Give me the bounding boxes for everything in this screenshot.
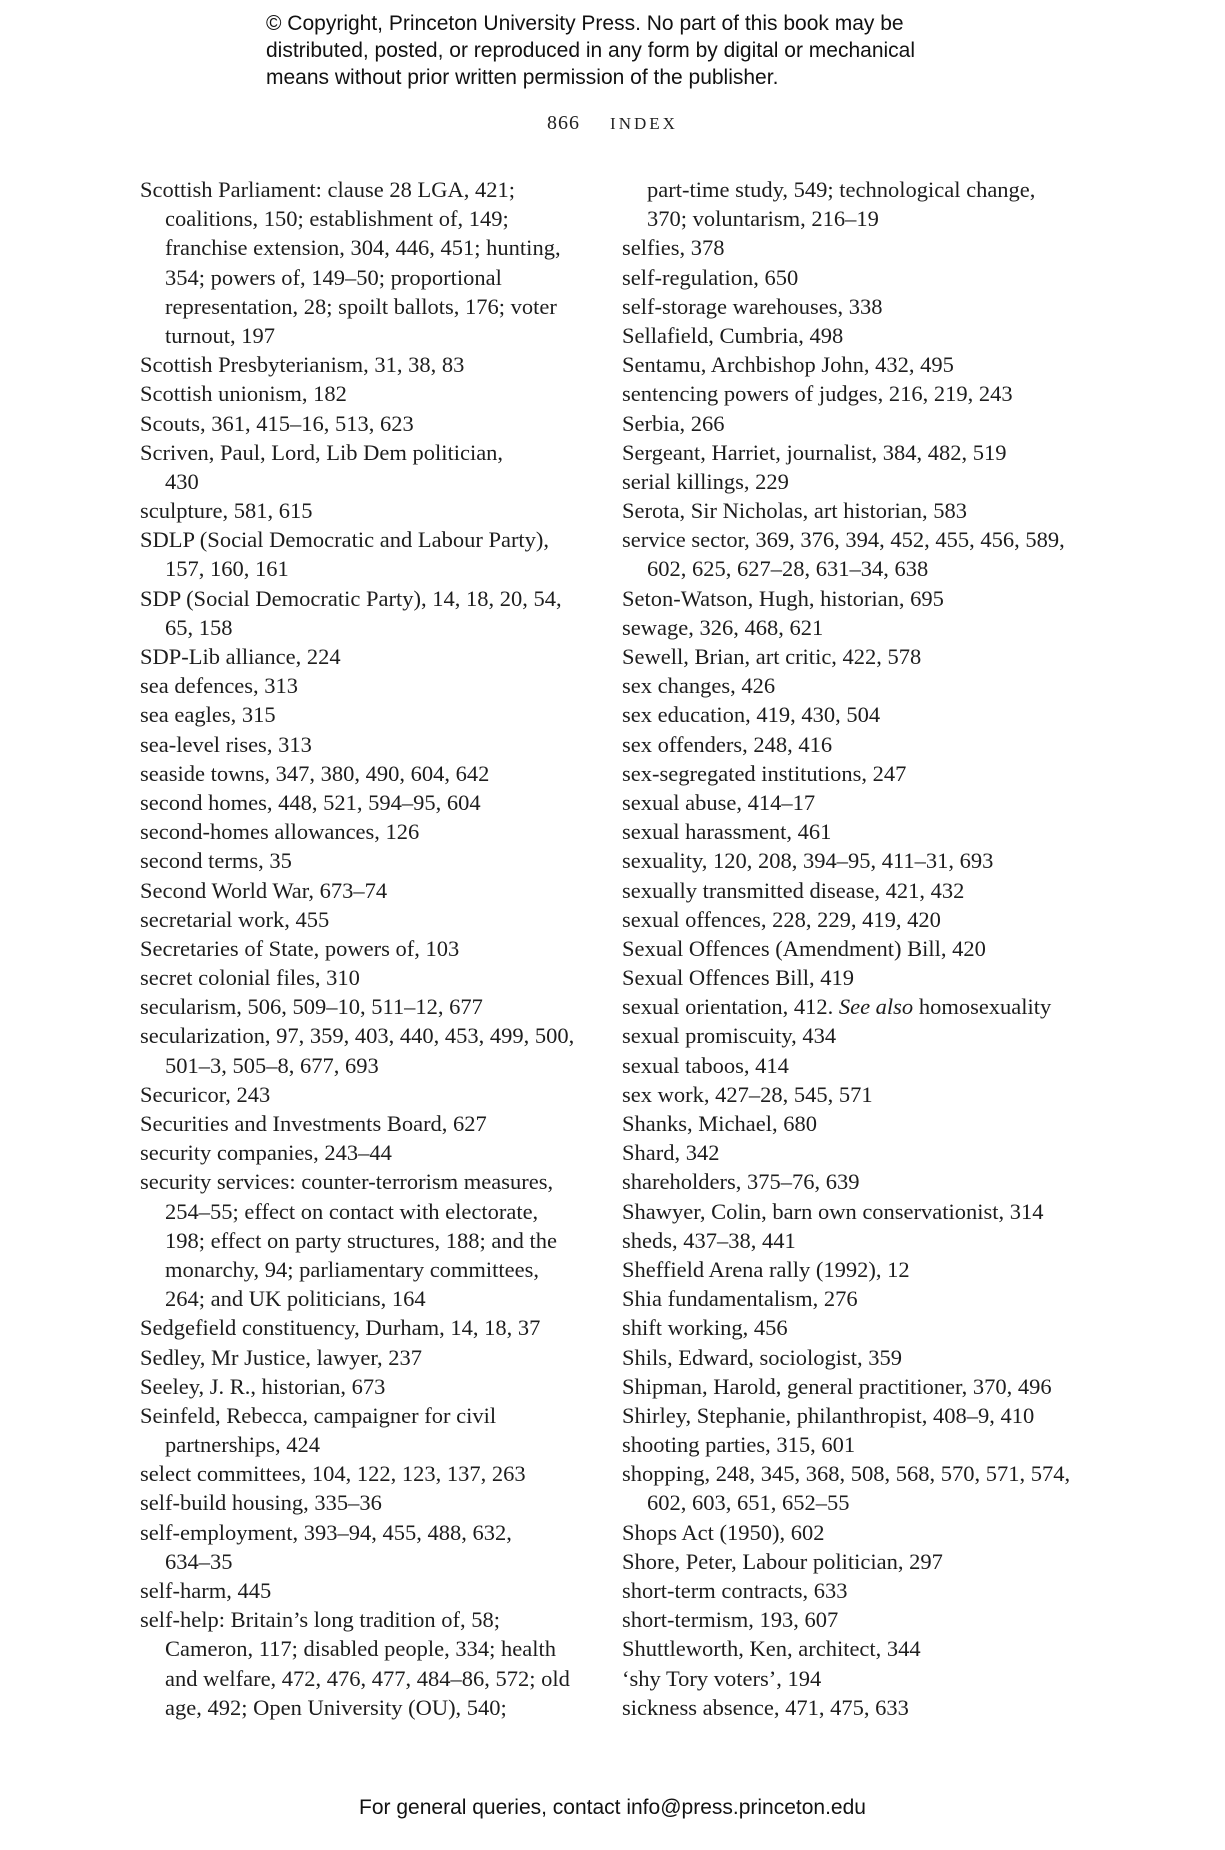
index-entry-text: Shipman, Harold, general practitioner, 370, 496	[622, 1373, 1052, 1399]
index-entry-text: sea defences, 313	[140, 673, 299, 699]
index-entry-text: sea eagles, 315	[140, 702, 276, 728]
index-entry-line	[140, 321, 580, 350]
index-entry-line	[622, 1664, 1062, 1693]
index-entry-text: Shard, 342	[622, 1140, 720, 1166]
index-entry-line	[140, 292, 580, 321]
index-entry-text: secularization, 97, 359, 403, 440, 453, 499, 500,	[140, 1023, 575, 1049]
index-entry-line	[622, 1488, 1062, 1517]
index-entry-text: sex offenders, 248, 416	[622, 731, 833, 757]
index-entry-text: short-term contracts, 633	[622, 1578, 848, 1603]
index-entry-line	[140, 1518, 580, 1547]
index-entry-line	[622, 1372, 1062, 1401]
index-entry-text: self-employment, 393–94, 455, 488, 632,	[140, 1519, 512, 1545]
index-entry-text: Secretaries of State, powers of, 103	[140, 935, 460, 961]
index-entry-text: representation, 28; spoilt ballots, 176; voter	[165, 293, 557, 319]
index-entry-text: shooting parties, 315, 601	[622, 1432, 856, 1458]
index-entry-text: security services: counter-terrorism measures,	[140, 1169, 554, 1195]
index-entry-line	[140, 876, 580, 905]
index-entry-text: Shore, Peter, Labour politician, 297	[622, 1548, 943, 1574]
copyright-notice	[266, 10, 1006, 91]
index-entry-text: monarchy, 94; parliamentary committees,	[165, 1256, 540, 1282]
index-entry-text: sewage, 326, 468, 621	[622, 614, 824, 640]
index-entry-text: Sedley, Mr Justice, lawyer, 237	[140, 1344, 422, 1370]
index-entry-text: sexual harassment, 461	[622, 819, 832, 845]
index-entry-text: sexually transmitted disease, 421, 432	[622, 877, 965, 903]
index-entry-text: Shirley, Stephanie, philanthropist, 408–9, 410	[622, 1402, 1035, 1428]
index-entry-line	[622, 788, 1062, 817]
index-entry-text: service sector, 369, 376, 394, 452, 455, 456, 589,	[622, 527, 1065, 553]
index-entry-line	[140, 1430, 580, 1459]
index-entry-text: short-termism, 193, 607	[622, 1607, 839, 1633]
index-entry-line	[622, 817, 1062, 846]
index-entry-line	[622, 1138, 1062, 1167]
index-entry-text: Sewell, Brian, art critic, 422, 578	[622, 644, 922, 669]
index-entry-line	[140, 467, 580, 496]
index-entry-line	[140, 204, 580, 233]
index-entry-line	[622, 1518, 1062, 1547]
index-entry-line	[622, 584, 1062, 613]
index-entry-line	[140, 1080, 580, 1109]
index-entry-line	[140, 1197, 580, 1226]
index-entry-line	[622, 1313, 1062, 1342]
index-entry-line	[622, 992, 1062, 1021]
index-entry-line	[140, 1372, 580, 1401]
index-entry-line	[622, 1576, 1062, 1605]
index-entry-line	[622, 876, 1062, 905]
copyright-line: means without prior written permission of the publisher.	[266, 66, 779, 89]
index-entry-text: franchise extension, 304, 446, 451; hunting,	[165, 235, 561, 261]
index-entry-line	[622, 1197, 1062, 1226]
index-entry-text: second-homes allowances, 126	[140, 819, 420, 845]
index-entry-line	[622, 1284, 1062, 1313]
index-entry-line	[140, 905, 580, 934]
index-entry-text: sexual orientation, 412.	[622, 994, 834, 1020]
index-entry-text: Shia fundamentalism, 276	[622, 1286, 858, 1312]
index-entry-text: sexual abuse, 414–17	[622, 789, 816, 815]
index-entry-line	[622, 263, 1062, 292]
index-entry-text: sheds, 437–38, 441	[622, 1227, 796, 1253]
index-entry-line	[140, 438, 580, 467]
index-entry-text: sickness absence, 471, 475, 633	[622, 1694, 909, 1720]
index-entry-text: 354; powers of, 149–50; proportional	[165, 264, 502, 290]
index-entry-text: Securicor, 243	[140, 1081, 271, 1107]
index-entry-line	[622, 905, 1062, 934]
index-entry-line	[140, 700, 580, 729]
index-entry-text: Scottish Parliament: clause 28 LGA, 421;	[140, 177, 515, 202]
index-entry-text: SDP-Lib alliance, 224	[140, 644, 341, 669]
index-entry-line	[622, 759, 1062, 788]
index-entry-line	[622, 1343, 1062, 1372]
index-entry-line	[140, 642, 580, 671]
index-entry-line	[140, 963, 580, 992]
index-entry-text: Seton-Watson, Hugh, historian, 695	[622, 585, 944, 611]
index-entry-text: Shawyer, Colin, barn own conservationist, 314	[622, 1198, 1044, 1224]
index-entry-text: Securities and Investments Board, 627	[140, 1111, 487, 1136]
index-entry-text: sexuality, 120, 208, 394–95, 411–31, 693	[622, 848, 994, 874]
index-entry-text: ‘shy Tory voters’, 194	[622, 1665, 822, 1691]
index-entry-text: secularism, 506, 509–10, 511–12, 677	[140, 994, 483, 1020]
index-entry-text: Sedgefield constituency, Durham, 14, 18, 37	[140, 1315, 541, 1341]
index-entry-line	[140, 992, 580, 1021]
index-entry-line	[622, 292, 1062, 321]
index-entry-text: Shuttleworth, Ken, architect, 344	[622, 1636, 921, 1662]
index-entry-line	[622, 934, 1062, 963]
index-entry-line	[140, 263, 580, 292]
index-entry-text: Shils, Edward, sociologist, 359	[622, 1344, 902, 1370]
index-entry-text: Shanks, Michael, 680	[622, 1111, 817, 1136]
index-entry-line	[140, 730, 580, 759]
index-entry-text: Serbia, 266	[622, 410, 725, 436]
see-also-label: See also	[838, 994, 914, 1020]
index-entry-line	[622, 1255, 1062, 1284]
index-entry-text: age, 492; Open University (OU), 540;	[165, 1694, 507, 1720]
index-entry-line	[622, 671, 1062, 700]
index-column-left	[140, 175, 580, 1722]
see-also-target: homosexuality	[918, 994, 1052, 1020]
index-entry-line	[622, 525, 1065, 554]
index-entry-text: shareholders, 375–76, 639	[622, 1169, 860, 1195]
index-entry-text: sex changes, 426	[622, 673, 776, 699]
index-entry-line	[622, 379, 1062, 408]
index-entry-text: Sexual Offences Bill, 419	[622, 965, 855, 991]
index-entry-text: secret colonial files, 310	[140, 965, 360, 991]
index-entry-text: SDLP (Social Democratic and Labour Party),	[140, 527, 550, 553]
index-entry-text: Sentamu, Archbishop John, 432, 495	[622, 352, 954, 378]
index-entry-line	[140, 788, 580, 817]
index-entry-line	[622, 233, 1062, 262]
index-entry-text: self-regulation, 650	[622, 264, 799, 290]
index-entry-text: second homes, 448, 521, 594–95, 604	[140, 789, 481, 815]
index-entry-line	[622, 1080, 1062, 1109]
index-entry-line	[140, 817, 580, 846]
index-entry-text: sexual promiscuity, 434	[622, 1023, 837, 1049]
index-entry-text: Scottish unionism, 182	[140, 381, 347, 407]
index-entry-text: security companies, 243–44	[140, 1140, 392, 1166]
index-entry-text: self-harm, 445	[140, 1578, 272, 1603]
index-entry-text: part-time study, 549; technological change,	[647, 177, 1036, 202]
index-entry-text: coalitions, 150; establishment of, 149;	[165, 206, 509, 232]
index-entry-line	[140, 613, 580, 642]
index-entry-text: Sergeant, Harriet, journalist, 384, 482, 519	[622, 439, 1007, 465]
index-entry-line	[140, 1459, 580, 1488]
index-entry-text: 602, 603, 651, 652–55	[647, 1490, 850, 1516]
index-entry-line	[140, 671, 580, 700]
index-entry-text: Shops Act (1950), 602	[622, 1519, 825, 1545]
index-entry-text: sexual taboos, 414	[622, 1052, 789, 1078]
page-number: 866	[547, 112, 581, 134]
index-entry-line	[140, 525, 580, 554]
index-entry-line	[140, 233, 580, 262]
index-entry-text: second terms, 35	[140, 848, 292, 874]
index-entry-text: sex work, 427–28, 545, 571	[622, 1081, 873, 1107]
index-entry-line	[140, 1576, 580, 1605]
index-entry-line	[140, 1693, 580, 1722]
index-column-right	[622, 175, 1071, 1722]
index-entry-line	[622, 1226, 1062, 1255]
index-entry-text: self-storage warehouses, 338	[622, 293, 883, 319]
index-entry-line	[140, 1051, 580, 1080]
index-entry-line	[622, 467, 1062, 496]
index-entry-line	[622, 496, 1062, 525]
index-entry-line	[622, 409, 1062, 438]
index-entry-line	[140, 1664, 580, 1693]
index-entry-line	[140, 1255, 580, 1284]
index-entry-text: 634–35	[165, 1548, 233, 1574]
index-entry-line	[140, 175, 580, 204]
index-entry-text: 264; and UK politicians, 164	[165, 1286, 426, 1312]
index-entry-text: Sexual Offences (Amendment) Bill, 420	[622, 935, 986, 961]
index-entry-line	[140, 379, 580, 408]
index-entry-line	[622, 1167, 1062, 1196]
index-entry-line	[622, 642, 1062, 671]
index-entry-text: 198; effect on party structures, 188; and the	[165, 1227, 557, 1253]
copyright-line: distributed, posted, or reproduced in any form by digital or mechanical	[266, 39, 916, 62]
index-entry-line	[622, 1401, 1062, 1430]
index-entry-line	[140, 1284, 580, 1313]
index-entry-text: selfies, 378	[622, 235, 725, 261]
index-entry-line	[140, 1547, 580, 1576]
index-entry-line	[622, 1634, 1062, 1663]
index-entry-text: Serota, Sir Nicholas, art historian, 583	[622, 498, 967, 524]
index-entry-line	[622, 730, 1062, 759]
page-title: INDEX	[610, 114, 678, 133]
index-entry-line	[622, 1430, 1062, 1459]
index-entry-text: select committees, 104, 122, 123, 137, 263	[140, 1461, 526, 1487]
index-entry-line	[140, 584, 580, 613]
index-entry-line	[140, 1401, 580, 1430]
index-entry-line	[622, 846, 1062, 875]
index-entry-text: seaside towns, 347, 380, 490, 604, 642	[140, 760, 490, 786]
index-entry-line	[622, 700, 1062, 729]
index-entry-text: 602, 625, 627–28, 631–34, 638	[647, 556, 929, 582]
index-entry-text: Scottish Presbyterianism, 31, 38, 83	[140, 352, 465, 378]
index-entry-line	[140, 496, 580, 525]
index-entry-text: turnout, 197	[165, 322, 275, 348]
index-entry-text: Seeley, J. R., historian, 673	[140, 1373, 386, 1399]
index-entry-text: Sheffield Arena rally (1992), 12	[622, 1256, 910, 1282]
index-entry-line	[622, 204, 1062, 233]
index-entry-text: sex education, 419, 430, 504	[622, 702, 881, 728]
index-entry-line	[622, 1459, 1071, 1488]
index-entry-text: 65, 158	[165, 614, 233, 640]
index-entry-text: sentencing powers of judges, 216, 219, 243	[622, 381, 1013, 407]
index-entry-line	[622, 1051, 1062, 1080]
index-entry-line	[622, 175, 1062, 204]
index-entry-text: 370; voluntarism, 216–19	[647, 206, 879, 232]
index-entry-text: self-help: Britain’s long tradition of, 58;	[140, 1607, 500, 1633]
index-entry-line	[622, 350, 1062, 379]
index-entry-text: sculpture, 581, 615	[140, 498, 313, 524]
index-entry-line	[622, 1109, 1062, 1138]
index-entry-text: partnerships, 424	[165, 1432, 320, 1458]
index-entry-text: 157, 160, 161	[165, 556, 289, 582]
index-entry-text: sea-level rises, 313	[140, 731, 312, 757]
index-entry-line	[622, 613, 1062, 642]
index-entry-line	[140, 554, 580, 583]
index-entry-text: Scouts, 361, 415–16, 513, 623	[140, 410, 414, 436]
index-entry-line	[140, 846, 580, 875]
index-entry-text: Scriven, Paul, Lord, Lib Dem politician,	[140, 439, 504, 465]
index-entry-text: secretarial work, 455	[140, 906, 330, 932]
index-entry-line	[140, 759, 580, 788]
copyright-line: © Copyright, Princeton University Press. No part of this book may be	[266, 12, 904, 35]
index-entry-line	[140, 1167, 580, 1196]
index-entry-line	[622, 438, 1062, 467]
index-entry-line	[140, 409, 580, 438]
index-entry-line	[140, 1605, 580, 1634]
index-entry-text: Second World War, 673–74	[140, 877, 388, 903]
index-entry-line	[140, 1109, 580, 1138]
index-entry-line	[140, 1634, 580, 1663]
index-entry-line	[140, 1313, 580, 1342]
index-entry-line	[140, 1343, 580, 1372]
footer-contact: For general queries, contact info@press.princeton.edu	[359, 1796, 866, 1819]
index-entry-text: 501–3, 505–8, 677, 693	[165, 1052, 379, 1078]
index-entry-text: sexual offences, 228, 229, 419, 420	[622, 906, 941, 932]
index-entry-line	[622, 963, 1062, 992]
index-entry-text: Seinfeld, Rebecca, campaigner for civil	[140, 1402, 497, 1428]
index-entry-line	[140, 1226, 580, 1255]
index-entry-line	[140, 934, 580, 963]
index-entry-line	[140, 1488, 580, 1517]
index-entry-text: SDP (Social Democratic Party), 14, 18, 20, 54,	[140, 585, 562, 611]
index-entry-line	[140, 350, 580, 379]
index-entry-line	[622, 1547, 1062, 1576]
index-entry-text: serial killings, 229	[622, 468, 789, 494]
index-entry-text: shopping, 248, 345, 368, 508, 568, 570, 571, 574,	[622, 1461, 1071, 1487]
index-entry-text: and welfare, 472, 476, 477, 484–86, 572; old	[165, 1665, 570, 1691]
index-entry-text: Cameron, 117; disabled people, 334; health	[165, 1636, 556, 1662]
running-head	[0, 112, 1225, 135]
index-entry-line	[140, 1138, 580, 1167]
index-entry-text: shift working, 456	[622, 1315, 788, 1341]
index-entry-line	[140, 1021, 580, 1050]
index-entry-line	[622, 1605, 1062, 1634]
index-entry-line	[622, 554, 1062, 583]
index-entry-text: 430	[165, 468, 199, 494]
index-entry-line	[622, 1021, 1062, 1050]
index-entry-text: self-build housing, 335–36	[140, 1490, 382, 1516]
index-entry-line	[622, 1693, 1062, 1722]
index-entry-text: sex-segregated institutions, 247	[622, 760, 907, 786]
index-entry-text: 254–55; effect on contact with electorate,	[165, 1198, 539, 1224]
index-entry-line	[622, 321, 1062, 350]
index-entry-text: Sellafield, Cumbria, 498	[622, 322, 844, 348]
